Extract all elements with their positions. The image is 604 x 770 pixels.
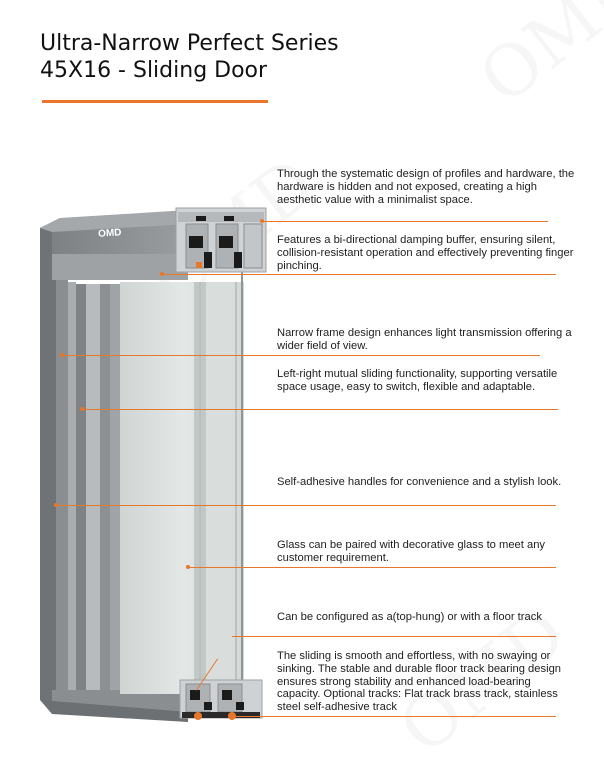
glass-panel xyxy=(120,262,244,704)
leader-line xyxy=(262,221,548,222)
bottom-profile-cross-section xyxy=(180,680,262,720)
feature-damping-buffer: Features a bi-directional damping buffer, ensuring silent, collision-resistant operation and effectively preventing finger pinching. xyxy=(277,234,574,272)
leader-dot xyxy=(230,714,234,718)
leader-dot xyxy=(260,219,264,223)
feature-decorative-glass: Glass can be paired with decorative glass to meet any customer requirement. xyxy=(277,539,546,564)
top-profile-cross-section xyxy=(176,208,266,272)
feature-hidden-hardware: Through the systematic design of profiles and hardware, the hardware is hidden and not exposed, creating a high aesthetic value with a minimalist space. xyxy=(277,168,575,206)
feature-self-adhesive-handles: Self-adhesive handles for convenience and a stylish look. xyxy=(277,476,562,488)
title-line-1: Ultra-Narrow Perfect Series xyxy=(40,31,339,56)
leader-dot xyxy=(60,353,64,357)
feature-top-hung-option: Can be configured as a(top-hung) or with a floor track xyxy=(277,611,542,623)
leader-dot xyxy=(160,272,164,276)
leader-line xyxy=(56,505,556,506)
leader-line xyxy=(232,716,556,717)
leader-line xyxy=(82,409,558,410)
leader-dot xyxy=(186,565,190,569)
title-line-2: 45X16 - Sliding Door xyxy=(40,58,268,83)
leader-line xyxy=(62,355,540,356)
leader-line xyxy=(162,274,556,275)
feature-mutual-sliding: Left-right mutual sliding functionality, supporting versatile space usage, easy to switch, flexible and adaptable. xyxy=(277,368,558,393)
leader-dot xyxy=(54,503,58,507)
leader-dot xyxy=(80,407,84,411)
feature-smooth-sliding-track: The sliding is smooth and effortless, with no swaying or sinking. The stable and durable floor track bearing design ensures strong stability and enhanced load-bearing capacity. Optional tracks: Flat track brass track, stainless steel self-adhesive track xyxy=(277,650,562,714)
leader-line xyxy=(232,636,556,637)
door-logo: OMD xyxy=(97,227,122,240)
feature-narrow-frame: Narrow frame design enhances light transmission offering a wider field of view. xyxy=(277,327,572,352)
leader-line xyxy=(188,567,556,568)
